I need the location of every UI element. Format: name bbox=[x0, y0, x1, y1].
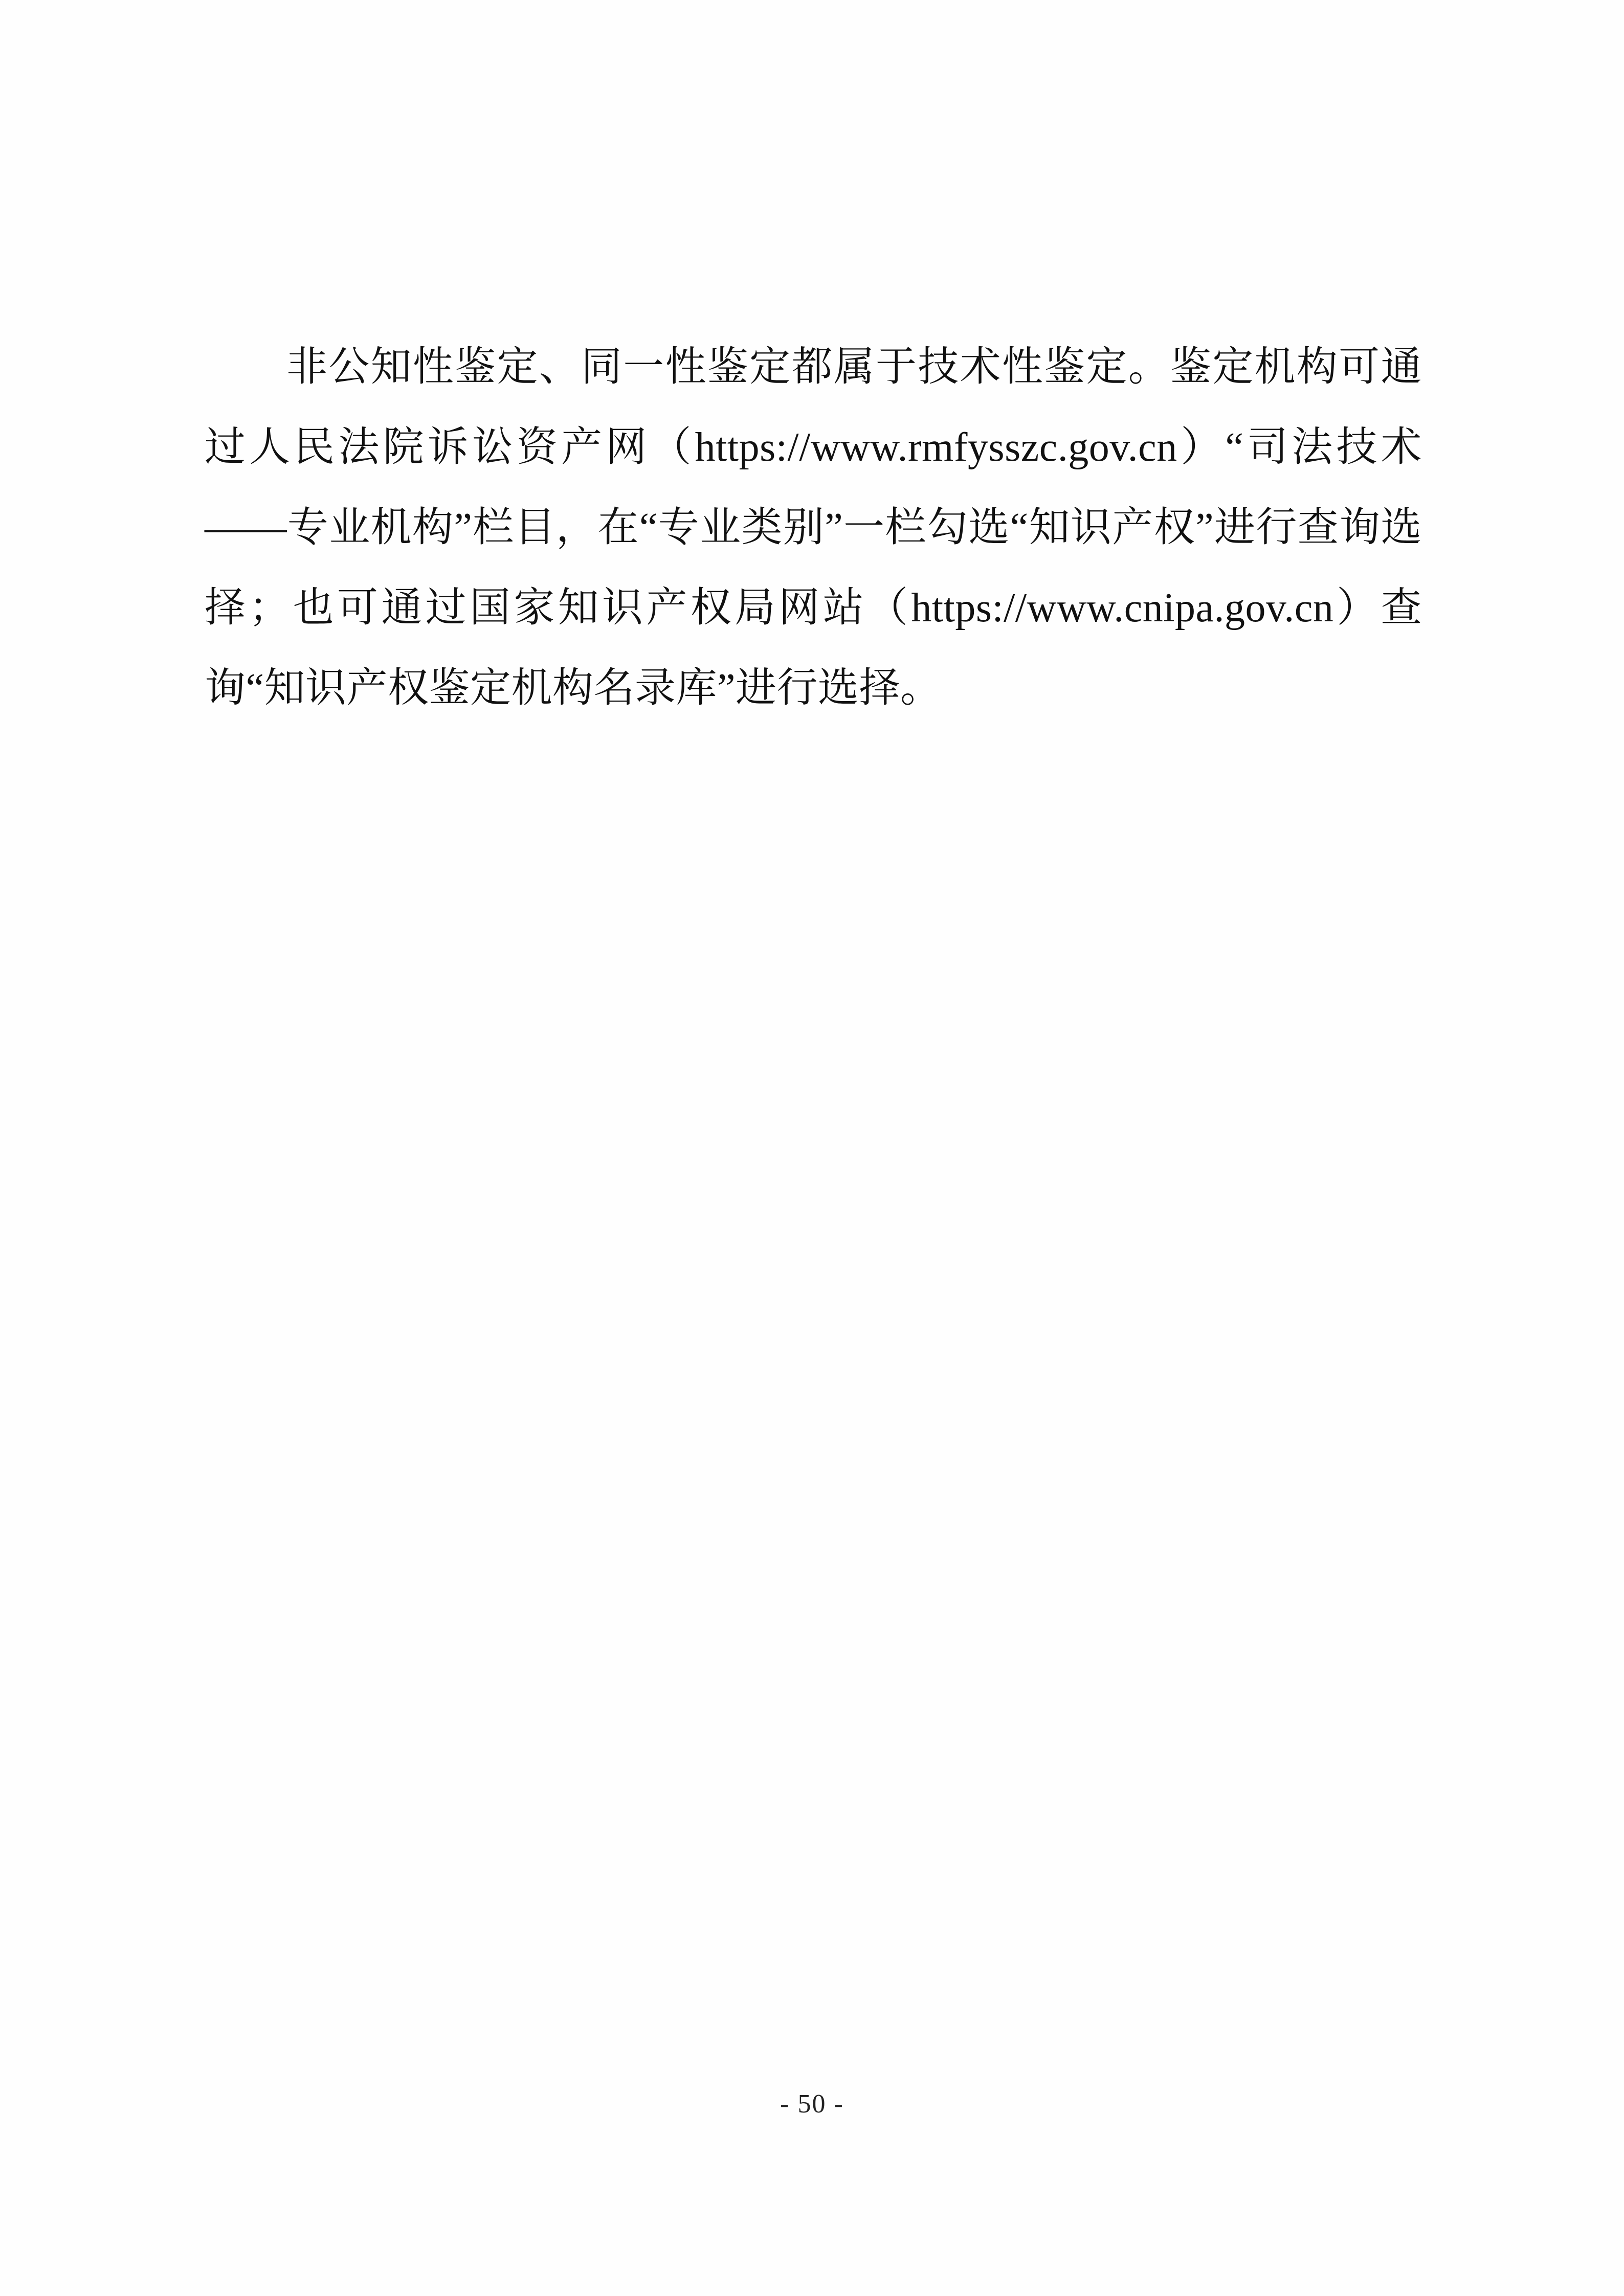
document-body bbox=[205, 286, 1422, 770]
body-paragraph: 非公知性鉴定、同一性鉴定都属于技术性鉴定。鉴定机构可通过人民法院诉讼资产网（https://www.rmfysszc.gov.cn）“司法技术——专业机构”栏目，在“专业类别”一栏勾选“知识产权”进行查询选择；也可通过国家知识产权局网站（https://www.cnipa.gov.cn）查询“知识产权鉴定机构名录库”进行选择。 bbox=[205, 345, 1422, 711]
page-footer bbox=[0, 2089, 1624, 2119]
page-number: - 50 - bbox=[780, 2089, 844, 2119]
